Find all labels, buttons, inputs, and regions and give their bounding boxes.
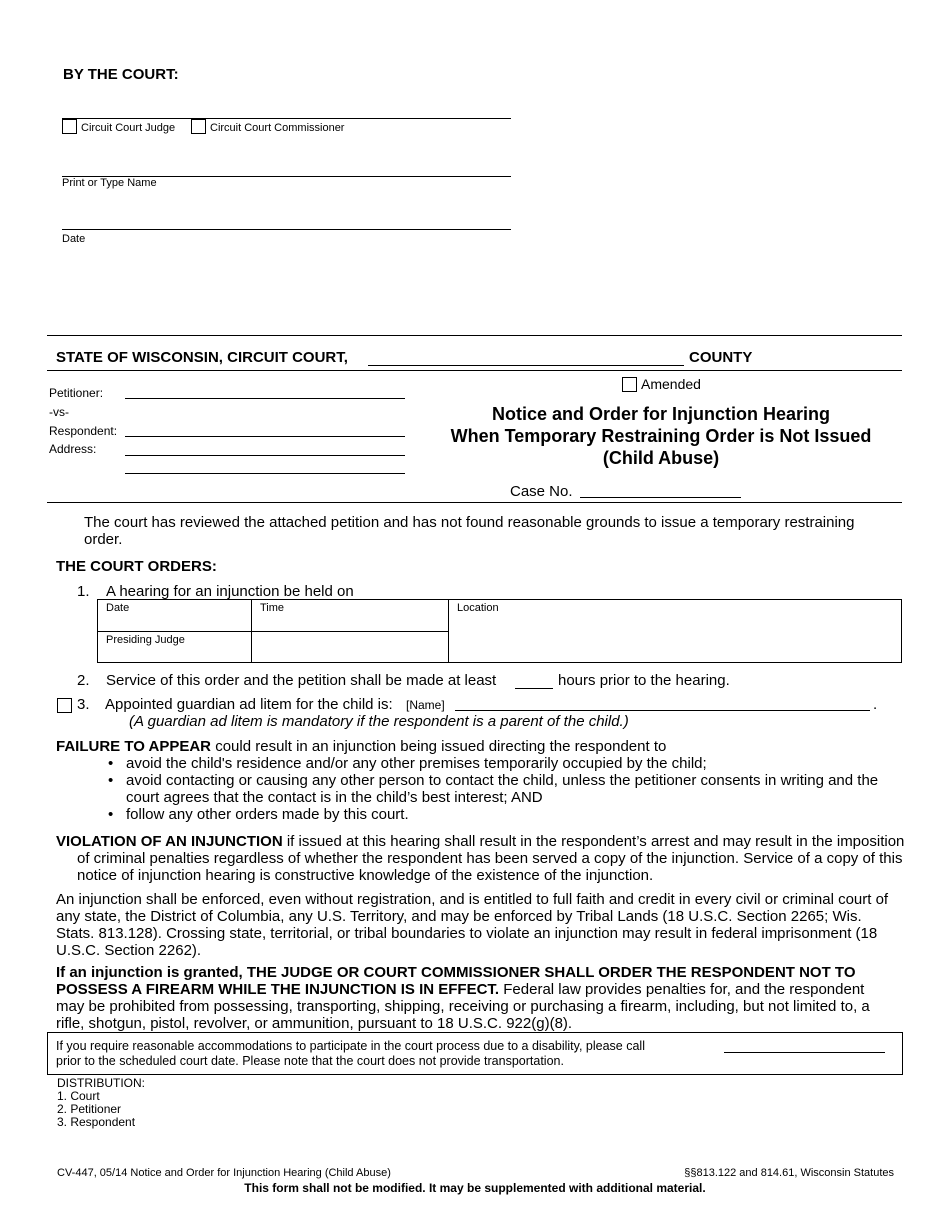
hearing-time-cell[interactable]: [252, 600, 449, 632]
gal-name-placeholder: [Name]: [406, 698, 445, 712]
gal-name-line[interactable]: [455, 710, 870, 711]
date-label: Date: [62, 233, 86, 245]
hearing-date-cell[interactable]: [98, 600, 252, 632]
title-line-2: When Temporary Restraining Order is Not Issued: [450, 426, 872, 446]
presiding-judge-cell[interactable]: [98, 632, 449, 663]
caption-bottom-rule: [47, 502, 902, 503]
commissioner-label: Circuit Court Commissioner: [210, 122, 345, 134]
presiding-judge-label: Presiding Judge: [106, 634, 185, 646]
caption-top-rule: [47, 335, 902, 336]
hearing-time-label: Time: [260, 602, 285, 614]
address-line-2[interactable]: [125, 473, 405, 474]
petitioner-line[interactable]: [125, 398, 405, 399]
list-item: 3. Respondent: [57, 1115, 136, 1129]
date-line[interactable]: [62, 229, 511, 230]
accommodation-phone-line[interactable]: [724, 1052, 885, 1053]
statutes-reference: §§813.122 and 814.61, Wisconsin Statutes: [684, 1167, 894, 1179]
address-line-1[interactable]: [125, 455, 405, 456]
distribution-heading: DISTRIBUTION:: [57, 1076, 146, 1090]
by-the-court-heading: BY THE COURT:: [63, 66, 179, 83]
firearm-bold: If an injunction is granted, THE JUDGE OR COURT COMMISSIONER SHALL ORDER THE RESPONDENT NOT TO POSSESS A FIREARM WHILE THE INJUNCTION IS IN EFFECT.: [56, 964, 856, 998]
gal-checkbox[interactable]: [57, 698, 72, 713]
failure-to-appear: [56, 738, 901, 823]
presiding-judge-divider: [251, 632, 252, 662]
failure-bold: FAILURE TO APPEAR: [56, 738, 212, 755]
respondent-label: Respondent:: [49, 424, 118, 438]
state-court-label: STATE OF WISCONSIN, CIRCUIT COURT,: [56, 349, 348, 366]
hearing-date-label: Date: [106, 602, 130, 614]
address-label: Address:: [49, 442, 97, 456]
accommodation-line-2: prior to the scheduled court date. Please note that the court does not provide transportation.: [56, 1054, 564, 1068]
hearing-location-cell[interactable]: [449, 600, 902, 663]
failure-bullets: [106, 755, 901, 823]
print-name-label: Print or Type Name: [62, 177, 157, 189]
list-item: 2. Petitioner: [57, 1102, 122, 1116]
county-name-line[interactable]: [368, 365, 684, 366]
signature-line: [62, 118, 511, 119]
title-line-1: Notice and Order for Injunction Hearing: [491, 404, 831, 424]
caption-rule: [47, 370, 902, 371]
firearm-text: Federal law provides penalties for, and the respondent may be prohibited from possessing, transporting, shipping, receiving or purchasing a firearm, including, but not limited to, a rifle, shotgun, pistol, revolver, or ammunition, pursuant to 18 U.S.C. 922(g)(8).: [56, 981, 870, 1032]
item3-number: 3.: [77, 696, 90, 713]
item2-text-a: Service of this order and the petition shall be made at least: [106, 672, 497, 689]
judge-label: Circuit Court Judge: [81, 122, 176, 134]
hearing-location-label: Location: [457, 602, 499, 614]
accommodation-line-1: If you require reasonable accommodations to participate in the court process due to a disability, please call: [56, 1039, 645, 1053]
list-item: 1. Court: [57, 1089, 100, 1103]
intro-text: The court has reviewed the attached petition and has not found reasonable grounds to issue a temporary restraining order.: [84, 514, 855, 548]
vs-label: -vs-: [49, 405, 69, 419]
violation-paragraph: [56, 833, 917, 884]
respondent-line[interactable]: [125, 436, 405, 437]
amended-label: Amended: [641, 376, 701, 392]
county-label: COUNTY: [689, 349, 753, 366]
accommodation-box: [47, 1032, 903, 1075]
form-id: CV-447, 05/14 Notice and Order for Injunction Hearing (Child Abuse): [57, 1167, 391, 1179]
item3-period: .: [873, 696, 878, 713]
violation-text: if issued at this hearing shall result in the respondent’s arrest and may result in the imposition of criminal penalties regardless of whether the respondent has been served a copy of the injunction. Service of a copy of this notice of injunction hearing is constructive knowledge of the existence of the injunction.: [77, 833, 905, 884]
item3-text: Appointed guardian ad litem for the child is:: [105, 696, 393, 713]
case-no-line[interactable]: [580, 497, 741, 498]
document-title: [420, 403, 902, 469]
list-item: • avoid contacting or causing any other person to contact the child, unless the petitioner consents in writing and the court agrees that the contact is in the child’s best interest; AND: [106, 772, 901, 806]
judge-checkbox[interactable]: [62, 119, 77, 134]
distribution: [57, 1077, 145, 1129]
firearm-paragraph: [56, 964, 896, 1032]
enforcement-paragraph: An injunction shall be enforced, even without registration, and is entitled to full faith and credit in every civil or criminal court of any state, the District of Columbia, any U.S. Territory, and may be enforced by Tribal Lands (18 U.S.C. Section 2265; Wis. Stats. 813.128). Crossing state, territorial, or tribal boundaries to violate an injunction may result in federal imprisonment (18 U.S.C. Section 2262).: [56, 891, 889, 959]
list-item: • follow any other orders made by this court.: [106, 806, 901, 823]
commissioner-checkbox[interactable]: [191, 119, 206, 134]
item1-number: 1.: [77, 583, 90, 600]
modification-notice: This form shall not be modified. It may be supplemented with additional material.: [244, 1181, 706, 1195]
item2-number: 2.: [77, 672, 90, 689]
hearing-table: [97, 599, 902, 663]
item3-note: (A guardian ad litem is mandatory if the respondent is a parent of the child.): [129, 713, 629, 730]
violation-bold: VIOLATION OF AN INJUNCTION: [56, 833, 283, 850]
court-orders-heading: THE COURT ORDERS:: [56, 558, 217, 575]
hours-line[interactable]: [515, 688, 553, 689]
item2-text-b: hours prior to the hearing.: [558, 672, 730, 689]
case-no-label: Case No.: [510, 483, 573, 500]
item1-text: A hearing for an injunction be held on: [106, 583, 354, 600]
list-item: • avoid the child's residence and/or any other premises temporarily occupied by the child;: [106, 755, 901, 772]
failure-text: could result in an injunction being issued directing the respondent to: [211, 738, 667, 755]
title-line-3: (Child Abuse): [602, 448, 720, 468]
petitioner-label: Petitioner:: [49, 386, 104, 400]
amended-checkbox[interactable]: [622, 377, 637, 392]
